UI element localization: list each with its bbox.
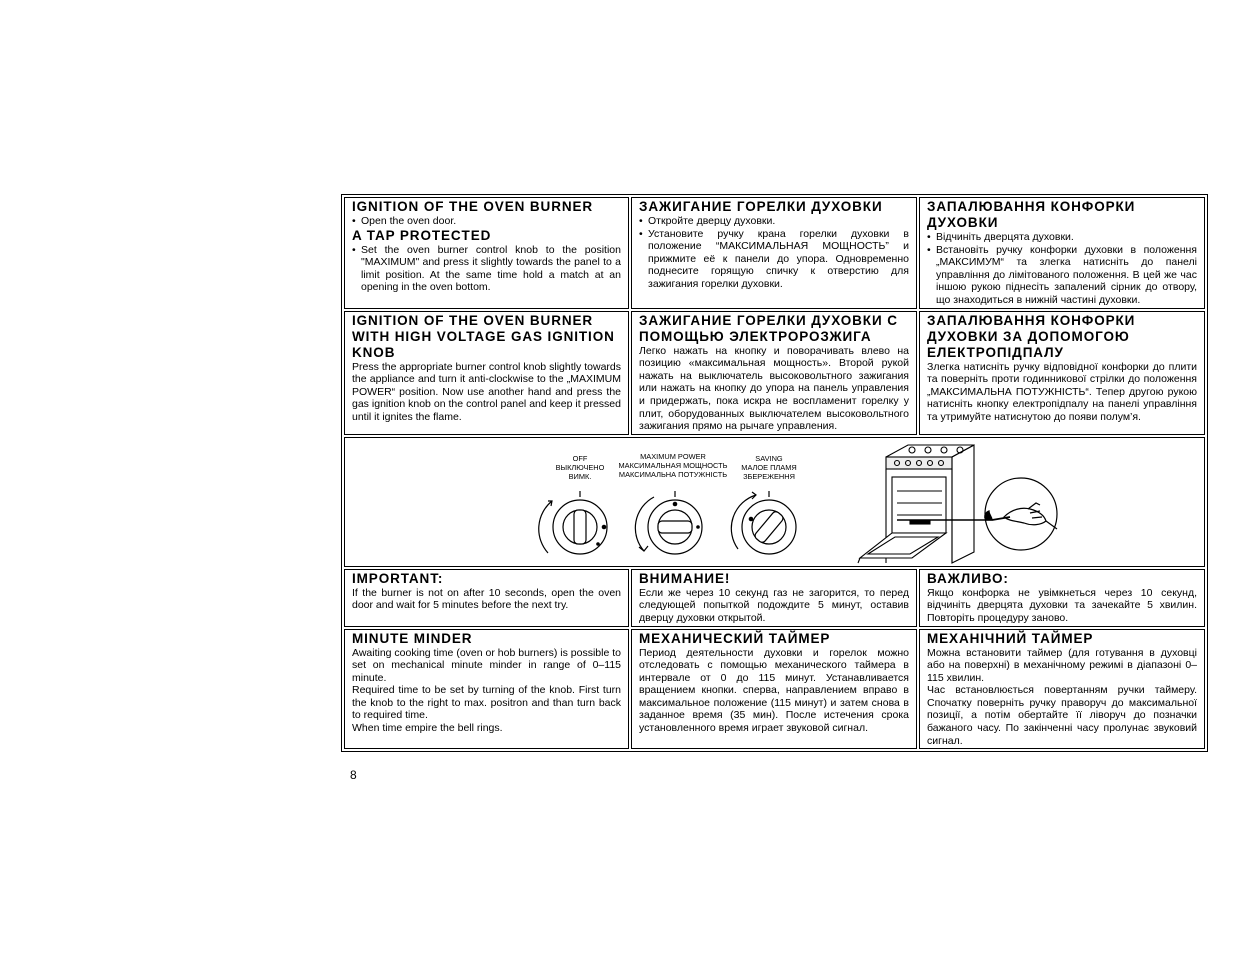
body-text: When time empire the bell rings. [352,722,503,735]
body-text: Легко нажать на кнопку и поворачивать влево на позицию «максимальная мощность». Второй рукой нажать на выключатель высоковольтного зажигания или нажать на кнопку до упора на панель управления и придержать, пока искра не воспламенит горелку у плит, оборудованных выключателем высоковольтного зажигания прямо на рычаге управления. [639,344,909,433]
body-text: If the burner is not on after 10 seconds, open the oven door and wait for 5 minutes before the next try. [352,586,621,612]
row-important [344,569,1205,627]
dial-label-off-line: OFF [572,453,588,463]
dial-label-off-line: ВИМК. [568,471,592,481]
cell-en [344,569,629,627]
row-oven-ignition [344,197,1205,309]
oven-icon [858,445,992,563]
cell-uk [919,569,1205,627]
bullet-item-text: Установите ручку крана горелки духовки в положение “МАКСИМАЛЬНАЯ МОЩНОСТЬ” и прижмите её к панели до упора. Одновременно поднесите горящую спичку к отверстию для зажигания горелки духовки. [648,227,909,290]
bullet-item [352,244,621,294]
body-text: Час встановлюється повертанням ручки таймеру. Спочатку поверніть ручку праворуч до максимальної позиції, а потім обертайте її ліворуч до позначки бажаного часу. По закінченні часу пролунає звуковий сигнал. [927,684,1197,747]
cell-uk [919,197,1205,309]
bullet-item-text: Відчиніть дверцята духовки. [936,231,1074,243]
bullet-item-text: Встановіть ручку конфорки духовки в положення „МАКСИМУМ“ та злегка натисніть до панелі управління до лімітованого положення. В цей же час іншою рукою піднесіть запалений сірник до отвору, що знаходиться в нижній частині духовки. [936,243,1197,306]
dial-label-saving-line: МАЛОЕ ПЛАМЯ [741,462,797,472]
bullet-item [639,215,909,228]
body-text: Required time to be set by turning of the knob. First turn the knob to the right to max. positron and than turn back to required time. [352,684,621,722]
dial-label-saving-line: SAVING [755,453,783,463]
body-text: Якщо конфорка не увімкнеться через 10 секунд, відчиніть дверцята духовки та зачекайте 5 хвилин. Повторіть процедуру заново. [927,586,1197,624]
bullet-item [352,215,621,228]
dial-label-maximum [619,452,728,479]
body-text: Press the appropriate burner control knob slightly towards the appliance and turn it anti-clockwise to the „MAXIMUM POWER“ position. Now use another hand and press the gas ignition knob on the control panel and keep it pressed until it ignites the flame. [352,360,621,423]
cell-uk [919,629,1205,750]
section-heading: A TAP PROTECTED [352,227,492,243]
dial-label-maximum-line: МАКСИМАЛЬНАЯ МОЩНОСТЬ [618,460,728,470]
body-text: Если же через 10 секунд газ не загорится, то перед следующей попыткой подождите 5 минут, оставив дверцу духовки открытой. [639,586,909,624]
body-text: Можна встановити таймер (для готування в духовці або на поверхні) в механічному режимі в діапазоні 0–115 хвилин. [927,646,1197,684]
bullet-list [639,215,909,291]
bullet-item [927,244,1197,307]
section-heading: IMPORTANT: [352,570,444,586]
section-heading: ЗАПАЛЮВАННЯ КОНФОРКИ ДУХОВКИ [927,199,1136,230]
section-heading: ЗАЖИГАНИЕ ГОРЕЛКИ ДУХОВКИ С ПОМОЩЬЮ ЭЛЕКТРОРОЗЖИГА [639,312,898,344]
instruction-table [341,194,1208,752]
section-heading: IGNITION OF THE OVEN BURNER WITH HIGH VOLTAGE GAS IGNITION KNOB [352,312,615,360]
knob-saving-icon [731,491,796,554]
bullet-item-text: Set the oven burner control knob to the position "MAXIMUM" and press it slightly towards the panel to a limit position. At the same time hold a match at an opening in the oven bottom. [361,243,621,294]
figure-cell [344,437,1205,567]
bullet-item [927,231,1197,244]
cell-en [344,197,629,309]
section-heading: ВНИМАНИЕ! [639,570,731,586]
bullet-list [352,244,621,294]
cell-ru [631,569,917,627]
section-heading: ЗАЖИГАНИЕ ГОРЕЛКИ ДУХОВКИ [639,199,883,214]
dial-label-off-line: ВЫКЛЮЧЕНО [555,462,605,472]
body-text: Злегка натисніть ручку відповідної конфорки до плити та поверніть проти годинникової стрілки до положення „МАКСИМАЛЬНА ПОТУЖНІСТЬ“. Тепер другою рукою натисніть кнопку електропідпалу на панелі управління та утримуйте натиснутою до появи полум’я. [927,360,1197,423]
dial-label-off [556,454,605,481]
body-text: Период деятельности духовки и горелок можно отследовать с помощью механического таймера в интервале от 0 до 115 минут. Устанавливается вращением кнопки. сперва, направлением вправо в максимальное положение (115 минут) и затем снова в заданное время (35 мин). После истечения срока установленного время играет звуковой сигнал. [639,646,909,735]
dial-label-saving-line: ЗБЕРЕЖЕННЯ [743,471,795,481]
cell-ru [631,311,917,435]
cell-uk [919,311,1205,435]
row-minute-minder [344,629,1205,750]
cell-en [344,311,629,435]
section-heading: ВАЖЛИВО: [927,570,1009,586]
section-heading: МЕХАНІЧНИЙ ТАЙМЕР [927,630,1094,646]
bullet-item-text: Откройте дверцу духовки. [648,215,776,227]
body-text: Awaiting cooking time (oven or hob burners) is possible to set on mechanical minute minder in range of 0–115 minute. [352,646,621,684]
bullet-list [352,215,621,228]
cell-ru [631,197,917,309]
ignition-figure [352,439,1205,565]
section-heading: MINUTE MINDER [352,630,473,646]
page-number: 8 [350,768,357,782]
dial-label-saving [741,454,796,481]
dial-label-maximum-line: MAXIMUM POWER [640,451,706,461]
bullet-list [927,231,1197,307]
cell-ru [631,629,917,750]
row-electric-ignition [344,311,1205,435]
knob-off-icon [539,491,607,554]
bullet-item-text: Open the oven door. [361,215,457,227]
knob-maximum-icon [635,491,702,554]
cell-en [344,629,629,750]
bullet-item [639,228,909,291]
section-heading: МЕХАНИЧЕСКИЙ ТАЙМЕР [639,630,831,646]
dial-label-maximum-line: МАКСИМАЛЬНА ПОТУЖНІСТЬ [618,469,728,479]
hand-match-icon [985,478,1057,550]
section-heading: IGNITION OF THE OVEN BURNER [352,199,594,214]
row-figure [344,437,1205,567]
section-heading: ЗАПАЛЮВАННЯ КОНФОРКИ ДУХОВКИ ЗА ДОПОМОГОЮ ЕЛЕКТРОПІДПАЛУ [927,312,1136,360]
